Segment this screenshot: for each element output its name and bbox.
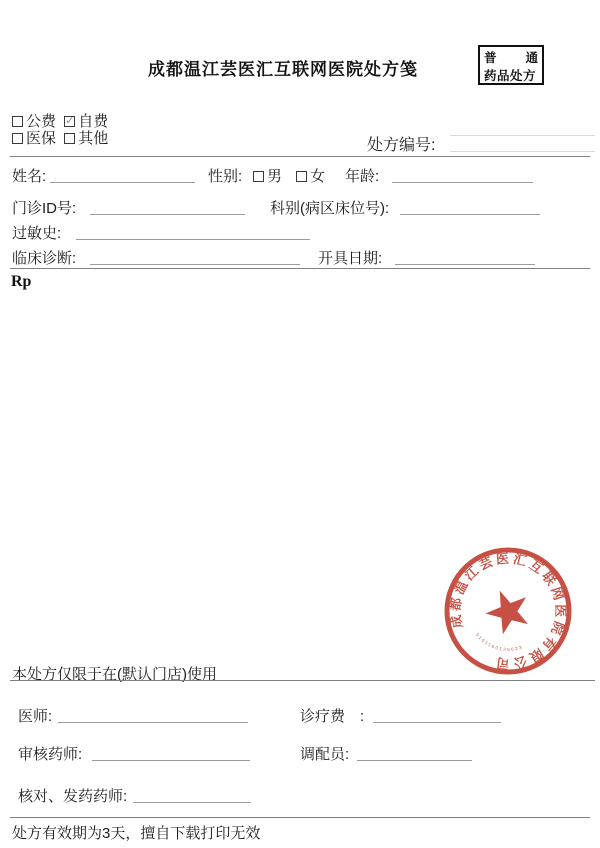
store-note: 本处方仅限于在(默认门店)使用 — [12, 666, 217, 683]
dispenser-field-line — [357, 743, 472, 761]
prescription-no-field-line — [450, 134, 595, 152]
fee-label: 诊疗费 : — [300, 708, 365, 725]
checkbox-checked-icon — [64, 116, 75, 127]
fee-field-line — [373, 705, 501, 723]
allergy-field-line — [76, 222, 310, 240]
issue-date-field-line — [395, 247, 535, 265]
prescription-no-label: 处方编号: — [367, 137, 436, 154]
rp-label: Rp — [11, 273, 32, 290]
payment-option-label: 自费 — [78, 113, 109, 130]
outpatient-id-field-line — [90, 197, 245, 215]
checkbox-icon — [253, 171, 264, 182]
department-label: 科别(病区床位号): — [270, 200, 390, 217]
seal-company-text: 成都温江芸医汇互联网医院有限公司 — [447, 550, 569, 672]
dispenser-label: 调配员: — [300, 746, 350, 763]
name-field-line — [50, 165, 195, 183]
checkbox-icon — [12, 116, 23, 127]
type-box-line1 — [484, 48, 538, 66]
diagnosis-label: 临床诊断: — [12, 250, 77, 267]
age-field-line — [392, 165, 533, 183]
page-title: 成都温江芸医汇互联网医院处方笺 — [148, 60, 418, 79]
outpatient-id-label: 门诊ID号: — [12, 200, 77, 217]
allergy-label: 过敏史: — [12, 225, 62, 242]
seal-serial-number: 5101160120623 — [474, 632, 524, 653]
gender-male-option — [253, 165, 282, 186]
divider — [10, 680, 595, 681]
type-box-line2: 药品处方 — [484, 69, 537, 83]
checkbox-icon — [296, 171, 307, 182]
validity-note: 处方有效期为3天，擅自下载打印无效 — [12, 825, 261, 842]
check-pharmacist-label: 核对、发药药师: — [18, 788, 128, 805]
payment-option-gongfei — [12, 113, 56, 130]
gender-label: 性别: — [208, 168, 243, 185]
divider — [10, 156, 590, 157]
gender-female-option — [296, 165, 325, 186]
payment-option-zifei — [64, 113, 108, 130]
age-label: 年龄: — [345, 168, 380, 185]
seal-star-icon — [479, 582, 535, 637]
payment-option-label: 医保 — [26, 130, 57, 147]
check-pharmacist-field-line — [133, 785, 251, 803]
type-box-line1-right: 通 — [525, 51, 538, 65]
prescription-type-box — [478, 45, 544, 85]
type-box-line1-left: 普 — [484, 51, 497, 65]
review-pharmacist-label: 审核药师: — [18, 746, 83, 763]
department-field-line — [400, 197, 540, 215]
review-pharmacist-field-line — [92, 743, 250, 761]
name-label: 姓名: — [12, 168, 47, 185]
doctor-label: 医师: — [18, 708, 53, 725]
company-seal-stamp — [438, 541, 578, 681]
payment-option-label: 公费 — [26, 113, 57, 130]
diagnosis-field-line — [90, 247, 300, 265]
divider — [10, 268, 590, 269]
payment-option-label: 其他 — [78, 130, 109, 147]
doctor-field-line — [58, 705, 248, 723]
divider — [10, 817, 590, 818]
male-label: 男 — [267, 168, 283, 185]
female-label: 女 — [310, 168, 326, 185]
issue-date-label: 开具日期: — [318, 250, 383, 267]
